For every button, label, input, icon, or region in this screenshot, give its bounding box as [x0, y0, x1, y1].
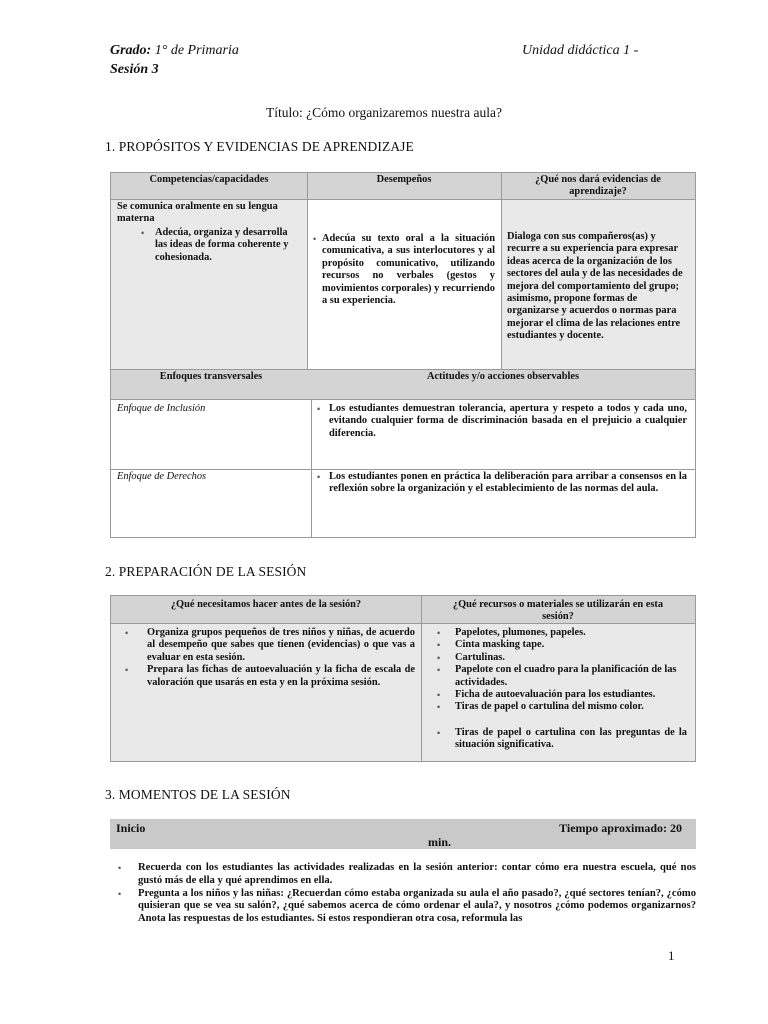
- section2-heading: 2. PREPARACIÓN DE LA SESIÓN: [105, 564, 307, 579]
- capacidad-item: • Adecúa, organiza y desarrolla las ideas de forma coherente y cohesionada.: [139, 227, 301, 264]
- actitudes-header: Actitudes y/o acciones observables: [311, 369, 695, 399]
- recursos-cell: [421, 623, 695, 761]
- enfoque-derechos-actions: [311, 469, 695, 537]
- divider: [111, 369, 695, 370]
- sesion-label: Sesión 3: [110, 62, 159, 77]
- enfoques-header: Enfoques transversales: [111, 369, 311, 399]
- inicio-steps: [116, 862, 696, 926]
- inicio-label: Inicio: [116, 821, 146, 835]
- antes-item-2: • Prepara las fichas de autoevaluación y la ficha de escala de valoración que usarás en esta y en la próxima sesión.: [123, 664, 415, 689]
- inicio-bar: [110, 819, 696, 849]
- tiempo-label: Tiempo aproximado: 20: [559, 821, 682, 835]
- enfoque-inclusion-actions: [311, 399, 695, 469]
- col-header-recursos: ¿Qué recursos o materiales se utilizarán en esta sesión?: [421, 596, 695, 623]
- grado-label: Grado:: [110, 43, 152, 58]
- tiempo-unit: min.: [428, 835, 452, 849]
- col-header-competencias: Competencias/capacidades: [111, 173, 307, 199]
- divider: [311, 399, 312, 537]
- divider: [421, 596, 422, 761]
- recurso-item-7: • Tiras de papel o cartulina con las preguntas de la situación significativa.: [435, 727, 687, 752]
- grado-value: 1° de Primaria: [154, 43, 239, 58]
- desempeno-item: • Adecúa su texto oral a la situación comunicativa, a sus interlocutores y al propósito comunicativo, utilizando recursos no verbales (gestos y movimientos corporales) y recurriendo a su experiencia.: [311, 233, 495, 307]
- section3-heading: 3. MOMENTOS DE LA SESIÓN: [105, 787, 291, 802]
- col-header-antes: ¿Qué necesitamos hacer antes de la sesión?: [111, 596, 421, 623]
- unidad-label: Unidad didáctica 1 -: [522, 43, 639, 58]
- competencia-cell: [111, 199, 307, 369]
- antes-cell: [111, 623, 421, 761]
- divider: [111, 399, 695, 400]
- antes-item-1: • Organiza grupos pequeños de tres niños y niñas, de acuerdo al desempeño que sabes que tienen (evidencias) o que vas a evaluar en esta sesión.: [123, 627, 415, 664]
- derechos-action-item: • Los estudiantes ponen en práctica la deliberación para arribar a consensos en la reflexión sobre la organización y el establecimiento de las normas del aula.: [315, 471, 687, 496]
- recurso-item-3: • Cartulinas.: [435, 652, 687, 664]
- recurso-item-6: • Tiras de papel o cartulina del mismo color.: [435, 701, 687, 713]
- page-number: 1: [668, 948, 675, 963]
- divider: [111, 199, 695, 200]
- purposes-table: [110, 172, 696, 538]
- desempeno-cell: [307, 199, 501, 369]
- col-header-evidencias: ¿Qué nos dará evidencias de aprendizaje?: [501, 173, 695, 199]
- grado-line: [110, 43, 239, 59]
- divider: [307, 173, 308, 369]
- inicio-step-1: • Recuerda con los estudiantes las actividades realizadas en la sesión anterior: contar cómo era nuestra escuela, qué nos gustó más de ella y qué aprendimos en ella.: [116, 862, 696, 888]
- divider: [111, 623, 695, 624]
- evidencia-cell: Dialoga con sus compañeros(as) y recurre a su experiencia para expresar ideas acerca de la organización de los sectores del aula y de las necesidades de mejora del comportamiento del grupo; asimismo, propone formas de organizarse y acuerdos o normas para mejorar el clima de las relaciones entre estudiantes y docente.: [501, 199, 695, 369]
- preparation-table: [110, 595, 696, 762]
- divider: [111, 469, 695, 470]
- enfoque-inclusion: Enfoque de Inclusión: [117, 403, 206, 414]
- recurso-item-4: • Papelote con el cuadro para la planificación de las actividades.: [435, 664, 687, 689]
- recurso-item-2: • Cinta masking tape.: [435, 639, 687, 651]
- competencia-text: Se comunica oralmente en su lengua materna: [117, 201, 278, 225]
- inicio-step-2: • Pregunta a los niños y las niñas: ¿Recuerdan cómo estaba organizada su aula el año pasado?, ¿qué sectores tenían?, ¿cómo quisieran que se vea su salón?, ¿qué sabemos acerca de cómo ordenar el aula?, y nosotros ¿cómo podemos organizarnos? Anota las respuestas de los estudiantes. Si estos respondieran otra cosa, reformula las: [116, 888, 696, 926]
- enfoque-derechos: Enfoque de Derechos: [117, 471, 207, 482]
- section1-heading: 1. PROPÓSITOS Y EVIDENCIAS DE APRENDIZAJE: [105, 139, 414, 154]
- inclusion-action-item: • Los estudiantes demuestran tolerancia, apertura y respeto a todos y cada uno, evitando cualquier forma de discriminación basada en el prejuicio a cualquier diferencia.: [315, 403, 687, 440]
- recurso-item-5: • Ficha de autoevaluación para los estudiantes.: [435, 689, 687, 701]
- divider: [501, 173, 502, 369]
- col-header-desempenos: Desempeños: [307, 173, 501, 199]
- recurso-item-1: • Papelotes, plumones, papeles.: [435, 627, 687, 639]
- page-title: Título: ¿Cómo organizaremos nuestra aula?: [266, 105, 502, 120]
